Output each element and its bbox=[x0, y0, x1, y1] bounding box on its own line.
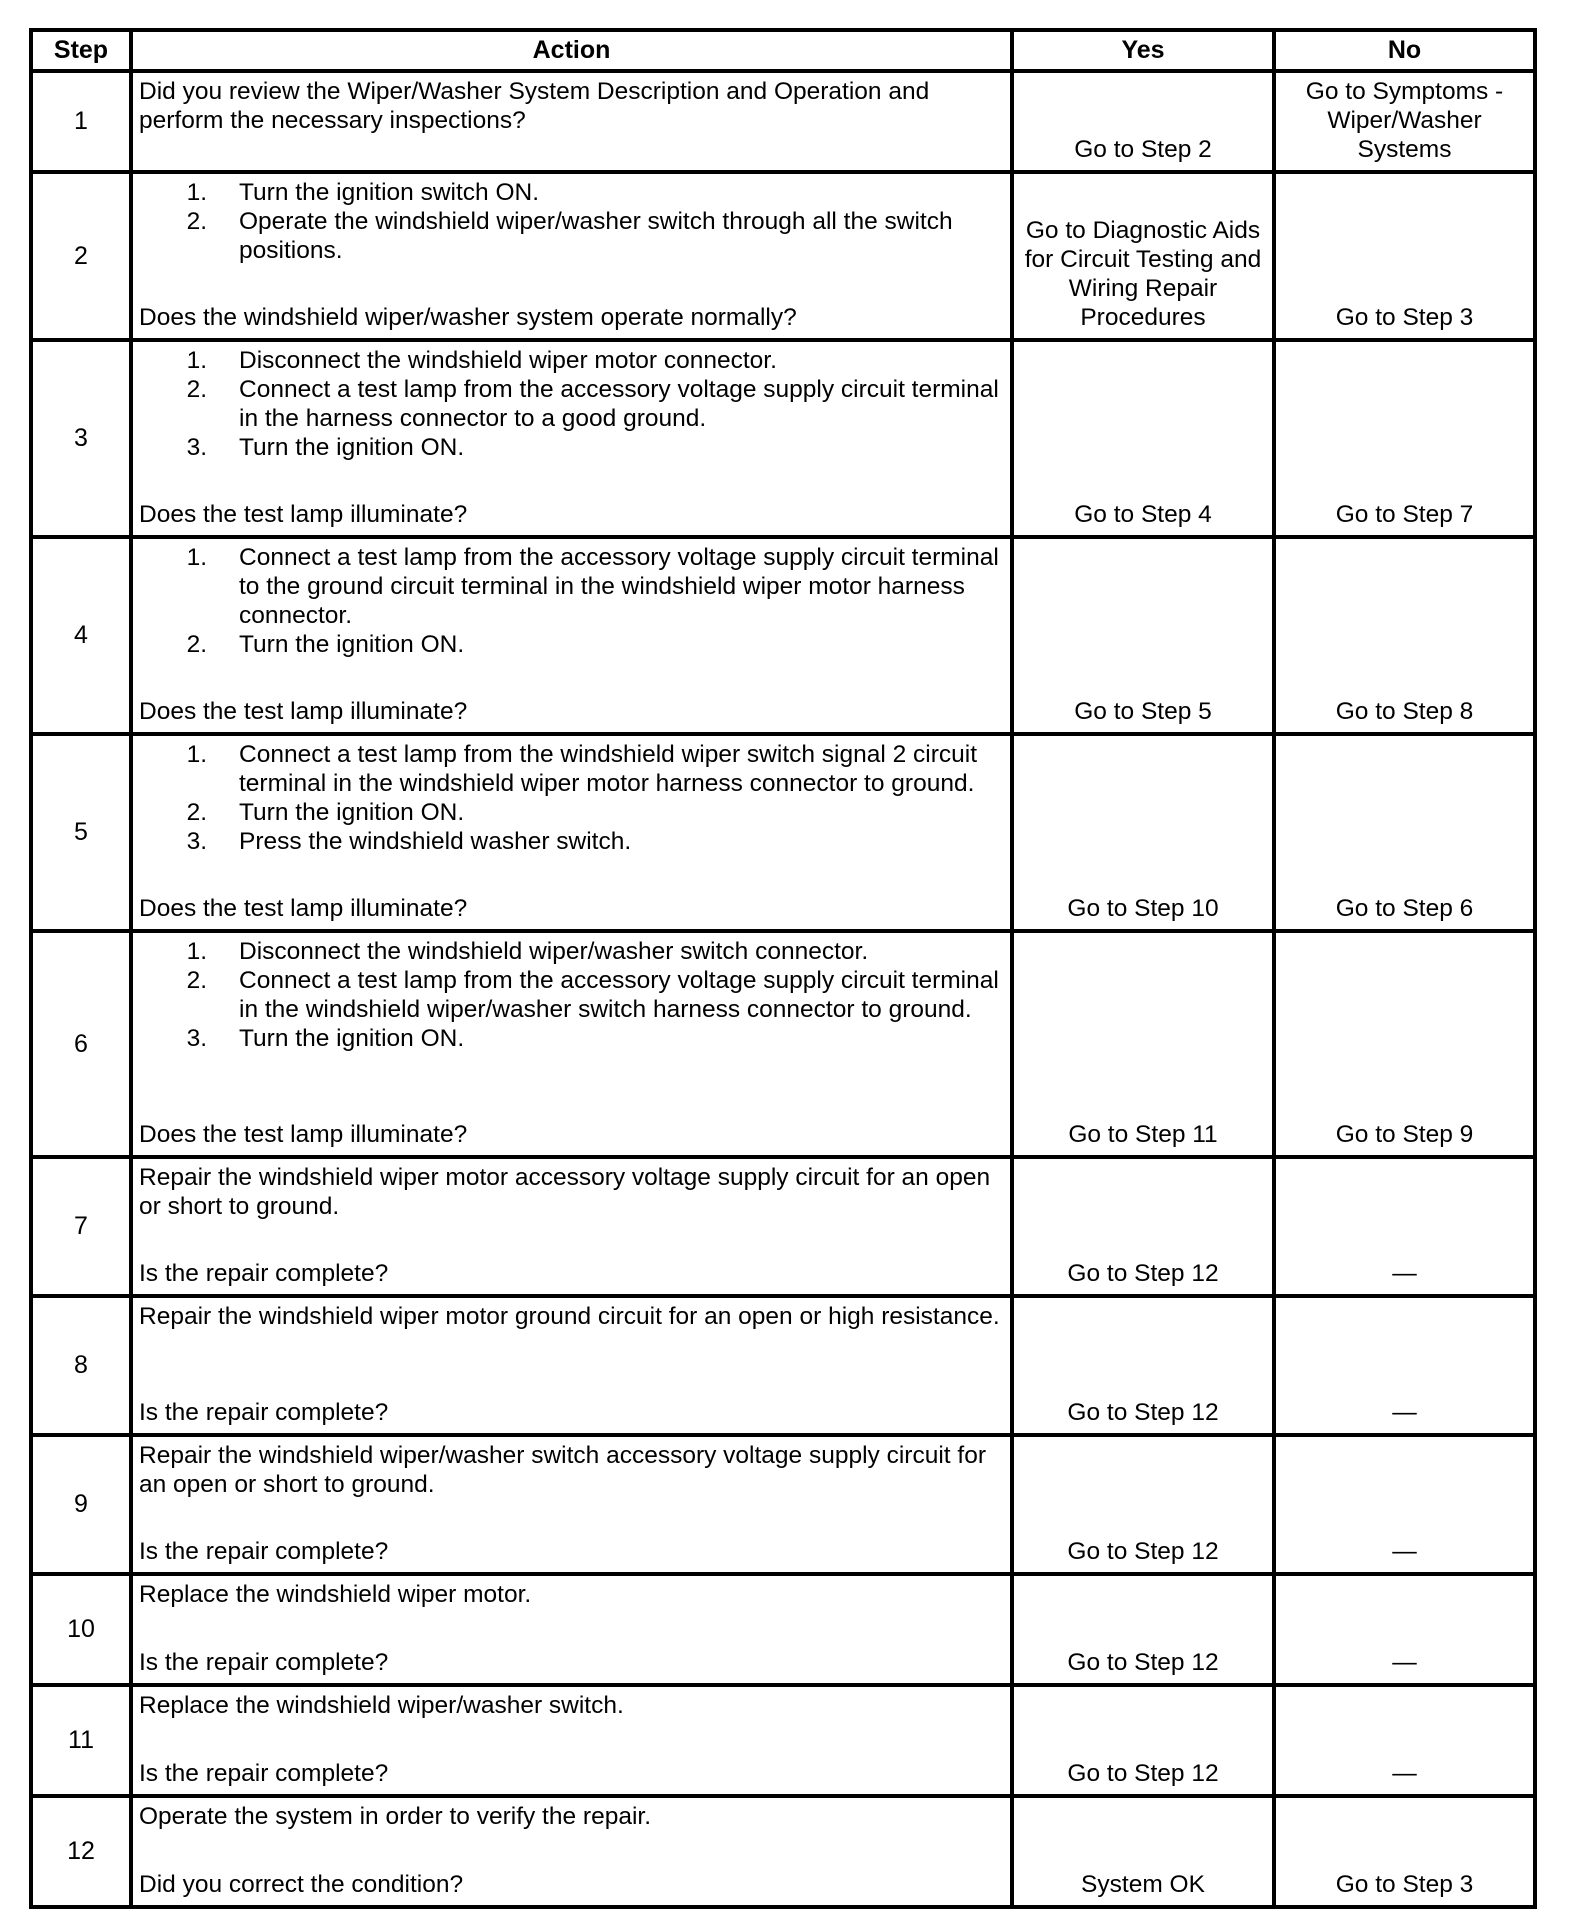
yes-result: Go to Step 11 bbox=[1012, 931, 1274, 1157]
step-number: 12 bbox=[31, 1796, 131, 1907]
yes-result: Go to Step 5 bbox=[1012, 537, 1274, 734]
yes-result: Go to Step 12 bbox=[1012, 1685, 1274, 1796]
list-item-text: Disconnect the windshield wiper motor connector. bbox=[239, 347, 777, 374]
header-action: Action bbox=[131, 30, 1012, 71]
list-item bbox=[139, 740, 1004, 798]
step-number: 2 bbox=[31, 172, 131, 340]
table-row bbox=[31, 931, 1535, 1157]
step-number: 8 bbox=[31, 1296, 131, 1435]
action-cell bbox=[131, 1435, 1012, 1574]
action-cell bbox=[131, 1157, 1012, 1296]
action-question: Does the test lamp illuminate? bbox=[139, 895, 468, 922]
yes-result: Go to Step 12 bbox=[1012, 1435, 1274, 1574]
list-item bbox=[139, 178, 1004, 207]
list-item-number: 3. bbox=[186, 1025, 207, 1052]
yes-result: Go to Step 4 bbox=[1012, 340, 1274, 537]
header-yes: Yes bbox=[1012, 30, 1274, 71]
no-result: Go to Step 9 bbox=[1274, 931, 1535, 1157]
list-item-text: Connect a test lamp from the windshield wiper switch signal 2 circuit terminal in the windshield wiper motor harness connector to ground. bbox=[239, 741, 978, 797]
action-cell bbox=[131, 340, 1012, 537]
no-result: — bbox=[1274, 1685, 1535, 1796]
yes-result: Go to Step 2 bbox=[1012, 71, 1274, 172]
action-steps-list bbox=[139, 543, 1004, 659]
no-result: Go to Step 3 bbox=[1274, 172, 1535, 340]
action-cell bbox=[131, 1796, 1012, 1907]
table-row bbox=[31, 1574, 1535, 1685]
action-question: Does the test lamp illuminate? bbox=[139, 698, 468, 725]
table-row bbox=[31, 71, 1535, 172]
list-item-number: 2. bbox=[186, 967, 207, 994]
list-item-number: 2. bbox=[186, 208, 207, 235]
action-intro: Replace the windshield wiper/washer switch. bbox=[139, 1692, 624, 1719]
list-item bbox=[139, 937, 1004, 966]
list-item bbox=[139, 798, 1004, 827]
list-item-text: Turn the ignition ON. bbox=[239, 1025, 465, 1052]
step-number: 11 bbox=[31, 1685, 131, 1796]
step-number: 1 bbox=[31, 71, 131, 172]
header-row bbox=[31, 30, 1535, 71]
action-intro: Did you review the Wiper/Washer System Description and Operation and perform the necessary inspections? bbox=[139, 78, 930, 134]
action-question: Does the test lamp illuminate? bbox=[139, 501, 468, 528]
no-result: — bbox=[1274, 1296, 1535, 1435]
no-result: Go to Step 7 bbox=[1274, 340, 1535, 537]
yes-result: Go to Diagnostic Aids for Circuit Testing and Wiring Repair Procedures bbox=[1012, 172, 1274, 340]
action-cell bbox=[131, 537, 1012, 734]
list-item bbox=[139, 1024, 1004, 1053]
list-item-number: 2. bbox=[186, 631, 207, 658]
no-result: Go to Step 6 bbox=[1274, 734, 1535, 931]
list-item-number: 1. bbox=[186, 544, 207, 571]
no-result: Go to Step 3 bbox=[1274, 1796, 1535, 1907]
table-row bbox=[31, 734, 1535, 931]
list-item-text: Turn the ignition ON. bbox=[239, 434, 465, 461]
table-body bbox=[31, 71, 1535, 1907]
step-number: 10 bbox=[31, 1574, 131, 1685]
list-item-text: Connect a test lamp from the accessory voltage supply circuit terminal in the harness connector to a good ground. bbox=[239, 376, 999, 432]
list-item-number: 1. bbox=[186, 741, 207, 768]
header-no: No bbox=[1274, 30, 1535, 71]
no-result: Go to Step 8 bbox=[1274, 537, 1535, 734]
action-intro: Repair the windshield wiper/washer switch accessory voltage supply circuit for an open or short to ground. bbox=[139, 1442, 986, 1498]
action-question: Is the repair complete? bbox=[139, 1760, 389, 1787]
table-row bbox=[31, 1685, 1535, 1796]
action-question: Is the repair complete? bbox=[139, 1538, 389, 1565]
list-item-text: Connect a test lamp from the accessory voltage supply circuit terminal in the windshield wiper/washer switch harness connector to ground. bbox=[239, 967, 999, 1023]
table-row bbox=[31, 537, 1535, 734]
list-item bbox=[139, 966, 1004, 1024]
list-item-text: Turn the ignition ON. bbox=[239, 631, 465, 658]
list-item bbox=[139, 433, 1004, 462]
action-steps-list bbox=[139, 346, 1004, 462]
list-item bbox=[139, 207, 1004, 265]
step-number: 7 bbox=[31, 1157, 131, 1296]
table-row bbox=[31, 1296, 1535, 1435]
action-intro: Operate the system in order to verify the repair. bbox=[139, 1803, 652, 1830]
list-item bbox=[139, 827, 1004, 856]
step-number: 3 bbox=[31, 340, 131, 537]
list-item-text: Disconnect the windshield wiper/washer switch connector. bbox=[239, 938, 869, 965]
action-cell bbox=[131, 172, 1012, 340]
action-intro: Repair the windshield wiper motor ground circuit for an open or high resistance. bbox=[139, 1303, 1000, 1330]
yes-result: System OK bbox=[1012, 1796, 1274, 1907]
list-item-number: 1. bbox=[186, 938, 207, 965]
list-item-number: 2. bbox=[186, 376, 207, 403]
step-number: 6 bbox=[31, 931, 131, 1157]
action-steps-list bbox=[139, 937, 1004, 1053]
action-cell bbox=[131, 931, 1012, 1157]
list-item-text: Operate the windshield wiper/washer switch through all the switch positions. bbox=[239, 208, 953, 264]
action-cell bbox=[131, 1685, 1012, 1796]
yes-result: Go to Step 12 bbox=[1012, 1574, 1274, 1685]
yes-result: Go to Step 10 bbox=[1012, 734, 1274, 931]
list-item-number: 2. bbox=[186, 799, 207, 826]
list-item-number: 1. bbox=[186, 179, 207, 206]
list-item bbox=[139, 375, 1004, 433]
action-question: Does the windshield wiper/washer system operate normally? bbox=[139, 304, 797, 331]
table-row bbox=[31, 172, 1535, 340]
action-intro: Replace the windshield wiper motor. bbox=[139, 1581, 532, 1608]
list-item bbox=[139, 346, 1004, 375]
yes-result: Go to Step 12 bbox=[1012, 1296, 1274, 1435]
step-number: 4 bbox=[31, 537, 131, 734]
header-step: Step bbox=[31, 30, 131, 71]
action-question: Is the repair complete? bbox=[139, 1399, 389, 1426]
table-row bbox=[31, 340, 1535, 537]
no-result: — bbox=[1274, 1157, 1535, 1296]
step-number: 5 bbox=[31, 734, 131, 931]
table-row bbox=[31, 1435, 1535, 1574]
diagnostic-table bbox=[29, 28, 1537, 1909]
table-row bbox=[31, 1796, 1535, 1907]
action-cell bbox=[131, 71, 1012, 172]
step-number: 9 bbox=[31, 1435, 131, 1574]
list-item-text: Turn the ignition ON. bbox=[239, 799, 465, 826]
no-result: — bbox=[1274, 1435, 1535, 1574]
yes-result: Go to Step 12 bbox=[1012, 1157, 1274, 1296]
action-question: Is the repair complete? bbox=[139, 1649, 389, 1676]
list-item-text: Turn the ignition switch ON. bbox=[239, 179, 540, 206]
action-steps-list bbox=[139, 740, 1004, 856]
action-question: Did you correct the condition? bbox=[139, 1871, 464, 1898]
list-item bbox=[139, 543, 1004, 630]
list-item-text: Press the windshield washer switch. bbox=[239, 828, 632, 855]
action-cell bbox=[131, 734, 1012, 931]
table-row bbox=[31, 1157, 1535, 1296]
action-cell bbox=[131, 1296, 1012, 1435]
list-item-number: 1. bbox=[186, 347, 207, 374]
no-result: — bbox=[1274, 1574, 1535, 1685]
action-steps-list bbox=[139, 178, 1004, 265]
list-item bbox=[139, 630, 1004, 659]
action-intro: Repair the windshield wiper motor accessory voltage supply circuit for an open or short to ground. bbox=[139, 1164, 991, 1220]
no-result: Go to Symptoms - Wiper/Washer Systems bbox=[1274, 71, 1535, 172]
action-question: Does the test lamp illuminate? bbox=[139, 1121, 468, 1148]
list-item-number: 3. bbox=[186, 434, 207, 461]
action-question: Is the repair complete? bbox=[139, 1260, 389, 1287]
action-cell bbox=[131, 1574, 1012, 1685]
list-item-text: Connect a test lamp from the accessory voltage supply circuit terminal to the ground circuit terminal in the windshield wiper motor harness connector. bbox=[239, 544, 999, 629]
list-item-number: 3. bbox=[186, 828, 207, 855]
